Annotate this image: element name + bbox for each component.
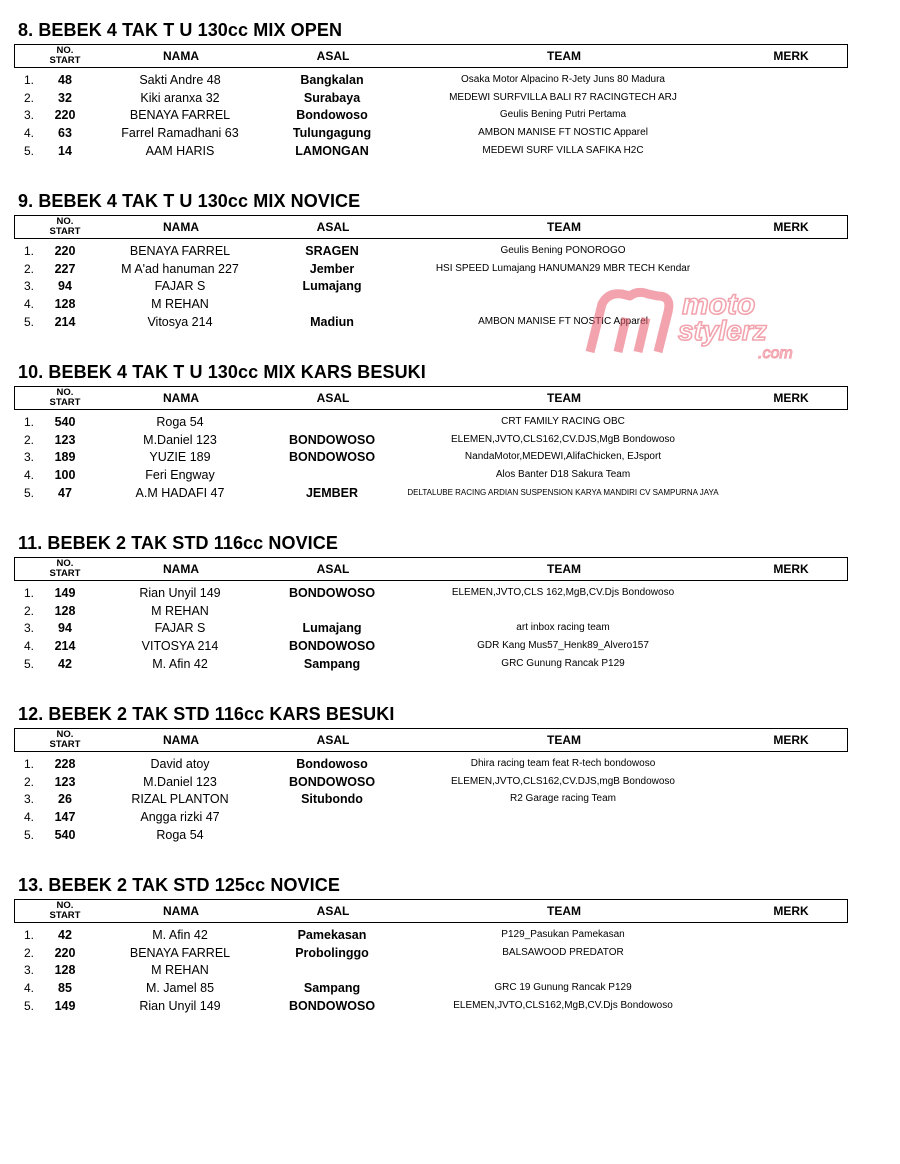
entry-origin: Jember xyxy=(309,261,355,276)
entry-team: GDR Kang Mus57_Henk89_Alvero157 xyxy=(477,640,649,652)
entry-position: 4. xyxy=(24,126,35,141)
entry-position: 4. xyxy=(24,981,35,996)
entry-row xyxy=(0,997,900,1015)
entry-list xyxy=(0,926,900,1014)
header-nama: NAMA xyxy=(163,49,199,63)
entry-row xyxy=(0,106,900,124)
entry-origin: BONDOWOSO xyxy=(288,998,376,1013)
entry-position: 1. xyxy=(24,757,35,771)
entry-origin: Situbondo xyxy=(301,792,363,807)
entry-position: 4. xyxy=(24,639,35,654)
entry-team: DELTALUBE RACING ARDIAN SUSPENSION KARYA MANDIRI CV SAMPURNA JAYA xyxy=(407,487,719,497)
entry-row xyxy=(0,124,900,142)
header-no-line1: NO. xyxy=(56,45,74,56)
header-asal: ASAL xyxy=(316,220,350,234)
header-nama: NAMA xyxy=(163,562,199,576)
entry-rider-name: YUZIE 189 xyxy=(149,450,211,465)
entry-origin: JEMBER xyxy=(305,485,359,500)
header-no-line2: START xyxy=(49,397,81,408)
entry-row xyxy=(0,89,900,107)
entry-position: 4. xyxy=(24,810,35,825)
header-asal: ASAL xyxy=(316,49,350,63)
entry-position: 3. xyxy=(24,792,35,807)
section-title: 8. BEBEK 4 TAK T U 130cc MIX OPEN xyxy=(18,20,343,40)
header-merk: MERK xyxy=(773,391,809,405)
entry-origin: BONDOWOSO xyxy=(288,450,376,465)
entry-start-number: 128 xyxy=(54,297,76,312)
header-nama: NAMA xyxy=(163,391,199,405)
entry-team: ELEMEN,JVTO,CLS 162,MgB,CV.Djs Bondowoso xyxy=(451,587,675,598)
entry-start-number: 47 xyxy=(58,485,72,500)
entry-list xyxy=(0,242,900,330)
entry-row xyxy=(0,466,900,484)
entry-list xyxy=(0,71,900,159)
entry-origin: Bondowoso xyxy=(296,108,368,123)
entry-origin: BONDOWOSO xyxy=(288,639,376,654)
entry-row xyxy=(0,71,900,89)
entry-rider-name: Vitosya 214 xyxy=(147,314,213,329)
entry-origin: Madiun xyxy=(310,314,354,329)
table-header xyxy=(14,899,848,923)
entry-list xyxy=(0,755,900,843)
entry-row xyxy=(0,961,900,979)
entry-position: 2. xyxy=(24,603,35,618)
entry-team: ELEMEN,JVTO,CLS162,CV.DJS,mgB Bondowoso xyxy=(451,775,675,787)
entry-position: 4. xyxy=(24,297,35,312)
entry-start-number: 540 xyxy=(54,827,76,842)
entry-team: P129_Pasukan Pamekasan xyxy=(501,929,625,940)
entry-rider-name: FAJAR S xyxy=(154,621,206,636)
header-team: TEAM xyxy=(547,49,581,63)
entry-start-number: 228 xyxy=(54,757,76,771)
entry-team: ELEMEN,JVTO,CLS162,MgB,CV.Djs Bondowoso xyxy=(453,999,673,1011)
entry-row xyxy=(0,584,900,602)
entry-rider-name: M. Afin 42 xyxy=(152,656,208,671)
entry-rider-name: M REHAN xyxy=(151,297,209,312)
entry-origin: BONDOWOSO xyxy=(288,432,376,447)
header-no-line2: START xyxy=(49,910,81,921)
section-title: 10. BEBEK 4 TAK T U 130cc MIX KARS BESUKI xyxy=(18,362,426,382)
entry-rider-name: Angga rizki 47 xyxy=(140,810,220,825)
entry-rider-name: FAJAR S xyxy=(154,279,206,294)
entry-origin: Lumajang xyxy=(302,279,362,294)
entry-start-number: 220 xyxy=(54,945,76,960)
entry-rider-name: Kiki aranxa 32 xyxy=(140,90,220,105)
entry-origin: LAMONGAN xyxy=(295,143,369,158)
section-title: 9. BEBEK 4 TAK T U 130cc MIX NOVICE xyxy=(18,191,361,211)
entry-team: Geulis Bening PONOROGO xyxy=(500,245,626,256)
entry-start-number: 220 xyxy=(54,108,76,123)
entry-team: art inbox racing team xyxy=(516,622,610,634)
entry-position: 2. xyxy=(24,90,35,105)
entry-team: MEDEWI SURF VILLA SAFIKA H2C xyxy=(482,144,644,156)
entry-rider-name: M.Daniel 123 xyxy=(143,432,217,447)
entry-start-number: 94 xyxy=(58,279,72,294)
entry-start-number: 42 xyxy=(58,656,72,671)
entry-start-number: 220 xyxy=(54,244,76,258)
entry-team: AMBON MANISE FT NOSTIC Apparel xyxy=(478,315,648,327)
entry-start-number: 540 xyxy=(54,415,76,429)
header-no-line2: START xyxy=(49,226,81,237)
entry-row xyxy=(0,826,900,844)
entry-position: 1. xyxy=(24,928,35,942)
entry-position: 1. xyxy=(24,586,35,600)
entry-start-number: 63 xyxy=(58,126,72,141)
entry-origin: Tulungagung xyxy=(292,126,372,141)
header-no-start xyxy=(41,46,89,66)
watermark-text-line3: .com xyxy=(758,345,793,362)
entry-rider-name: M REHAN xyxy=(151,603,209,618)
entry-row xyxy=(0,790,900,808)
header-no-start xyxy=(41,559,89,579)
header-no-line2: START xyxy=(49,568,81,579)
entry-position: 5. xyxy=(24,656,35,671)
entry-origin: Bangkalan xyxy=(300,73,364,87)
entry-start-number: 26 xyxy=(58,792,72,807)
entry-start-number: 189 xyxy=(54,450,76,465)
entry-position: 5. xyxy=(24,827,35,842)
entry-team: HSI SPEED Lumajang HANUMAN29 MBR TECH Kendar xyxy=(435,262,691,274)
entry-rider-name: BENAYA FARREL xyxy=(129,244,231,258)
header-no-start xyxy=(41,901,89,921)
entry-team: MEDEWI SURFVILLA BALI R7 RACINGTECH ARJ xyxy=(449,91,677,103)
entry-origin: Sampang xyxy=(303,656,361,671)
entry-start-number: 48 xyxy=(58,73,72,87)
entry-start-number: 149 xyxy=(54,998,76,1013)
entry-start-number: 32 xyxy=(58,90,72,105)
entry-position: 5. xyxy=(24,143,35,158)
header-nama: NAMA xyxy=(163,220,199,234)
entry-team: Geulis Bening Putri Pertama xyxy=(499,109,627,121)
entry-origin: BONDOWOSO xyxy=(288,774,376,789)
entry-list xyxy=(0,413,900,501)
table-header xyxy=(14,557,848,581)
header-merk: MERK xyxy=(773,904,809,918)
entry-rider-name: Sakti Andre 48 xyxy=(139,73,221,87)
entry-rider-name: Feri Engway xyxy=(145,468,215,483)
entry-position: 3. xyxy=(24,279,35,294)
header-merk: MERK xyxy=(773,220,809,234)
entry-position: 2. xyxy=(24,774,35,789)
entry-team: NandaMotor,MEDEWI,AlifaChicken, EJsport xyxy=(464,451,662,463)
entry-rider-name: Rian Unyil 149 xyxy=(139,998,221,1013)
entry-start-number: 128 xyxy=(54,603,76,618)
entry-position: 2. xyxy=(24,432,35,447)
entry-row xyxy=(0,142,900,160)
entry-team: Osaka Motor Alpacino R-Jety Juns 80 Madura xyxy=(461,74,665,85)
entry-team: R2 Garage racing Team xyxy=(510,793,616,805)
entry-team: CRT FAMILY RACING OBC xyxy=(501,416,625,427)
entry-origin: Sampang xyxy=(303,981,361,996)
header-team: TEAM xyxy=(547,220,581,234)
entry-position: 2. xyxy=(24,261,35,276)
header-team: TEAM xyxy=(547,733,581,747)
entry-rider-name: AAM HARIS xyxy=(145,143,215,158)
entry-row xyxy=(0,242,900,260)
entry-position: 1. xyxy=(24,244,35,258)
entry-position: 4. xyxy=(24,468,35,483)
entry-row xyxy=(0,979,900,997)
entry-row xyxy=(0,260,900,278)
entry-row xyxy=(0,755,900,773)
entry-row xyxy=(0,277,900,295)
entry-row xyxy=(0,944,900,962)
entry-origin: Lumajang xyxy=(302,621,362,636)
header-no-line1: NO. xyxy=(56,900,74,911)
entry-row xyxy=(0,431,900,449)
entry-rider-name: Roga 54 xyxy=(156,827,204,842)
header-nama: NAMA xyxy=(163,733,199,747)
entry-row xyxy=(0,602,900,620)
header-no-start xyxy=(41,217,89,237)
entry-position: 3. xyxy=(24,450,35,465)
entry-start-number: 100 xyxy=(54,468,76,483)
entry-rider-name: M REHAN xyxy=(151,963,209,978)
entry-rider-name: BENAYA FARREL xyxy=(129,108,231,123)
header-nama: NAMA xyxy=(163,904,199,918)
entry-rider-name: Roga 54 xyxy=(156,415,204,429)
header-team: TEAM xyxy=(547,391,581,405)
entry-team: ELEMEN,JVTO,CLS162,CV.DJS,MgB Bondowoso xyxy=(451,433,675,445)
entry-position: 1. xyxy=(24,73,35,87)
watermark-text-line1: moto xyxy=(682,288,756,321)
header-asal: ASAL xyxy=(316,733,350,747)
entry-origin: Surabaya xyxy=(303,90,361,105)
table-header xyxy=(14,386,848,410)
section-title: 12. BEBEK 2 TAK STD 116cc KARS BESUKI xyxy=(18,704,395,724)
header-merk: MERK xyxy=(773,49,809,63)
entry-position: 3. xyxy=(24,108,35,123)
entry-row xyxy=(0,808,900,826)
entry-start-number: 14 xyxy=(58,143,72,158)
entry-team: GRC 19 Gunung Rancak P129 xyxy=(494,982,632,994)
entry-start-number: 227 xyxy=(54,261,76,276)
entry-team: Alos Banter D18 Sakura Team xyxy=(495,469,631,481)
entry-rider-name: David atoy xyxy=(150,757,210,771)
header-merk: MERK xyxy=(773,733,809,747)
header-asal: ASAL xyxy=(316,562,350,576)
entry-position: 5. xyxy=(24,998,35,1013)
entry-start-number: 123 xyxy=(54,774,76,789)
header-no-start xyxy=(41,388,89,408)
entry-rider-name: M A'ad hanuman 227 xyxy=(121,261,239,276)
entry-row xyxy=(0,484,900,502)
entry-rider-name: BENAYA FARREL xyxy=(129,945,231,960)
entry-rider-name: M.Daniel 123 xyxy=(143,774,217,789)
entry-team: GRC Gunung Rancak P129 xyxy=(501,657,625,669)
entry-row xyxy=(0,313,900,331)
entry-start-number: 42 xyxy=(58,928,72,942)
header-no-line2: START xyxy=(49,55,81,66)
entry-row xyxy=(0,295,900,313)
entry-rider-name: RIZAL PLANTON xyxy=(131,792,229,807)
entry-origin: Probolinggo xyxy=(295,945,369,960)
entry-position: 1. xyxy=(24,415,35,429)
entry-row xyxy=(0,448,900,466)
table-header xyxy=(14,728,848,752)
header-asal: ASAL xyxy=(316,904,350,918)
table-header xyxy=(14,44,848,68)
entry-start-number: 214 xyxy=(54,639,76,654)
header-asal: ASAL xyxy=(316,391,350,405)
header-no-line1: NO. xyxy=(56,729,74,740)
header-no-line2: START xyxy=(49,739,81,750)
entry-row xyxy=(0,619,900,637)
entry-position: 2. xyxy=(24,945,35,960)
entry-row xyxy=(0,655,900,673)
entry-start-number: 147 xyxy=(54,810,76,825)
entry-start-number: 94 xyxy=(58,621,72,636)
entry-rider-name: A.M HADAFI 47 xyxy=(135,485,225,500)
entry-rider-name: VITOSYA 214 xyxy=(141,639,219,654)
header-no-start xyxy=(41,730,89,750)
entry-origin: Bondowoso xyxy=(296,757,368,771)
entry-rider-name: Rian Unyil 149 xyxy=(139,586,221,600)
entry-position: 5. xyxy=(24,485,35,500)
entry-origin: Pamekasan xyxy=(297,928,367,942)
header-merk: MERK xyxy=(773,562,809,576)
section-title: 13. BEBEK 2 TAK STD 125cc NOVICE xyxy=(18,875,340,895)
entry-origin: BONDOWOSO xyxy=(288,586,376,600)
entry-team: AMBON MANISE FT NOSTIC Apparel xyxy=(478,127,648,139)
entry-position: 3. xyxy=(24,963,35,978)
entry-position: 5. xyxy=(24,314,35,329)
entry-list xyxy=(0,584,900,672)
entry-row xyxy=(0,637,900,655)
entry-rider-name: M. Jamel 85 xyxy=(145,981,215,996)
header-team: TEAM xyxy=(547,562,581,576)
entry-start-number: 149 xyxy=(54,586,76,600)
table-header xyxy=(14,215,848,239)
entry-row xyxy=(0,773,900,791)
entry-rider-name: M. Afin 42 xyxy=(152,928,208,942)
header-no-line1: NO. xyxy=(56,216,74,227)
entry-start-number: 214 xyxy=(54,314,76,329)
entry-row xyxy=(0,926,900,944)
entry-start-number: 85 xyxy=(58,981,72,996)
entry-row xyxy=(0,413,900,431)
header-team: TEAM xyxy=(547,904,581,918)
entry-start-number: 123 xyxy=(54,432,76,447)
entry-team: BALSAWOOD PREDATOR xyxy=(502,946,624,958)
section-title: 11. BEBEK 2 TAK STD 116cc NOVICE xyxy=(18,533,338,553)
watermark-text-line2: stylerz xyxy=(678,315,767,346)
entry-rider-name: Farrel Ramadhani 63 xyxy=(121,126,239,141)
header-no-line1: NO. xyxy=(56,558,74,569)
entry-team: Dhira racing team feat R-tech bondowoso xyxy=(470,758,656,769)
header-no-line1: NO. xyxy=(56,387,74,398)
entry-start-number: 128 xyxy=(54,963,76,978)
entry-position: 3. xyxy=(24,621,35,636)
entry-origin: SRAGEN xyxy=(305,244,359,258)
